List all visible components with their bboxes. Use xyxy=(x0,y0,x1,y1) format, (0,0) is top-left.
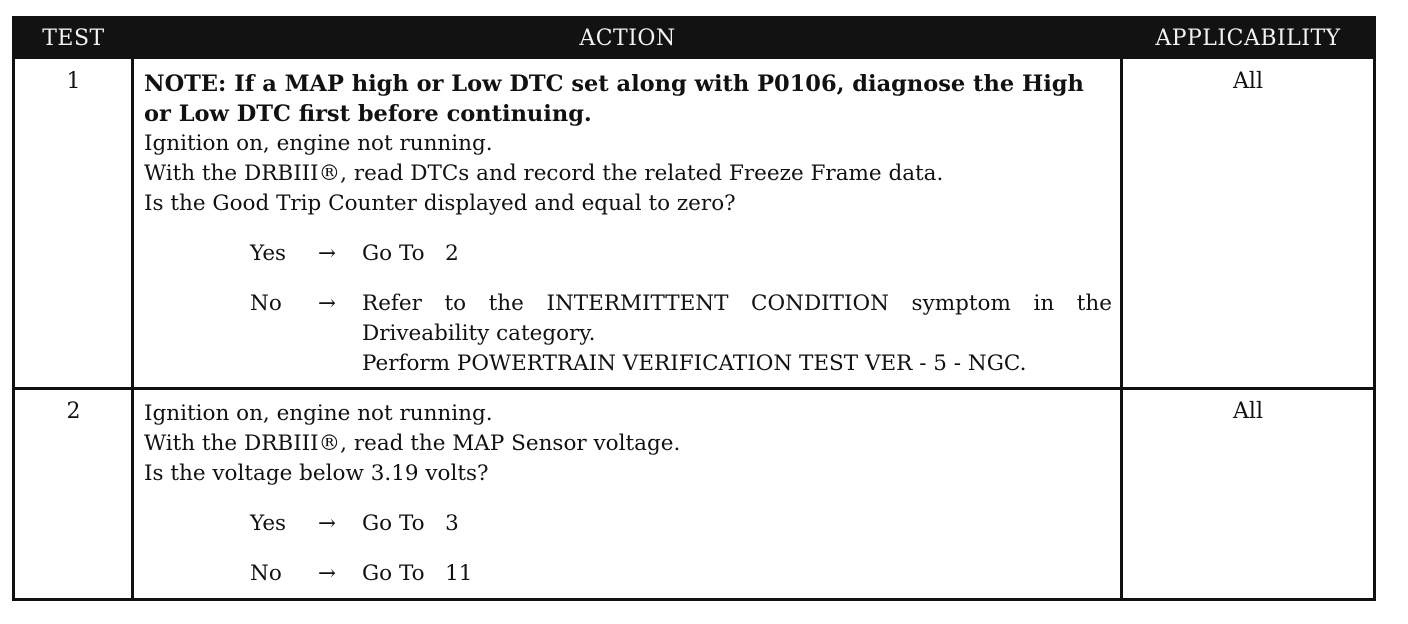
header-test: TEST xyxy=(42,26,105,51)
note-text: NOTE: If a MAP high or Low DTC set along with P0106, diagnose the High or Low DTC first before continuing. xyxy=(144,71,1084,127)
action-cell xyxy=(144,399,1112,589)
arrow-icon: → xyxy=(318,241,337,266)
arrow-icon: → xyxy=(318,561,337,586)
answer-label: Yes xyxy=(250,511,287,536)
test-number: 2 xyxy=(66,399,81,424)
applicability-cell: All xyxy=(1233,399,1263,424)
action-cell xyxy=(144,69,1112,379)
answer-label: Yes xyxy=(250,241,287,266)
answer-yes xyxy=(250,509,1112,539)
answer-no xyxy=(250,559,1112,589)
answer-label: No xyxy=(250,561,282,586)
action-line: With the DRBIII®, read the MAP Sensor voltage. xyxy=(144,431,681,456)
answer-text: Go To 3 xyxy=(362,511,459,536)
test-table xyxy=(12,16,1376,601)
answer-text: Driveability category. xyxy=(362,321,596,346)
action-line: Is the voltage below 3.19 volts? xyxy=(144,461,489,486)
action-line: Ignition on, engine not running. xyxy=(144,401,493,426)
table-row xyxy=(15,62,1373,387)
header-action: ACTION xyxy=(579,26,676,51)
answer-text: Go To 2 xyxy=(362,241,459,266)
action-line: With the DRBIII®, read DTCs and record the related Freeze Frame data. xyxy=(144,161,944,186)
arrow-icon: → xyxy=(318,511,337,536)
answer-no xyxy=(250,289,1112,379)
action-line: Is the Good Trip Counter displayed and equal to zero? xyxy=(144,191,736,216)
action-line: Ignition on, engine not running. xyxy=(144,131,493,156)
test-number: 1 xyxy=(66,69,81,94)
answer-label: No xyxy=(250,291,282,316)
table-header xyxy=(15,19,1373,59)
answer-yes xyxy=(250,239,1112,269)
table-row xyxy=(15,392,1373,601)
arrow-icon: → xyxy=(318,291,337,316)
header-applicability: APPLICABILITY xyxy=(1155,26,1341,51)
answer-text: Go To 11 xyxy=(362,561,473,586)
row-divider xyxy=(15,387,1373,390)
answer-text: Refer to the INTERMITTENT CONDITION symptom in the xyxy=(362,291,1112,316)
answer-text: Perform POWERTRAIN VERIFICATION TEST VER - 5 - NGC. xyxy=(362,351,1027,376)
applicability-cell: All xyxy=(1233,69,1263,94)
